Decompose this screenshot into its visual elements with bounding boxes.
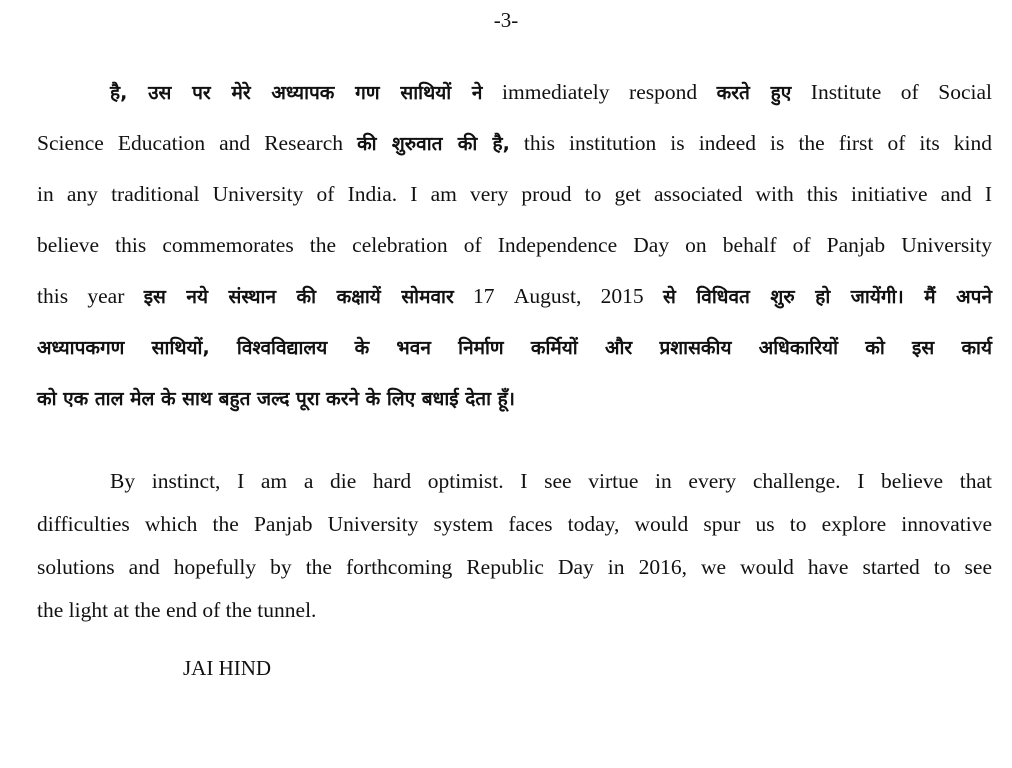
- hindi-text: को एक ताल मेल के साथ बहुत जल्द पूरा करने के लिए बधाई देता हूँ।: [37, 388, 515, 410]
- english-text: 17 August, 2015: [453, 284, 663, 308]
- paragraph-2-line-2: difficulties which the Panjab University system faces today, would spur us to explore innovative: [37, 512, 992, 536]
- hindi-text: की शुरुवात की है,: [357, 133, 510, 155]
- hindi-text: इस नये संस्थान की कक्षायें सोमवार: [143, 286, 454, 308]
- hindi-text: है, उस पर मेरे अध्यापक गण साथियों ने: [110, 82, 483, 104]
- page-number: -3-: [493, 8, 519, 32]
- english-text: immediately respond: [482, 80, 717, 104]
- english-text: believe this commemorates the celebration of Independence Day on behalf of Panjab University: [37, 233, 992, 257]
- hindi-text: करते हुए: [716, 82, 792, 104]
- paragraph-1-line-7: [37, 373, 992, 424]
- hindi-text: से विधिवत शुरु हो जायेंगी। मैं अपने: [662, 286, 992, 308]
- english-text: Science Education and Research: [37, 131, 358, 155]
- english-text: Institute of Social: [791, 80, 992, 104]
- english-text: this year: [37, 284, 144, 308]
- english-text: in any traditional University of India. I am very proud to get associated with this initiative and I: [37, 182, 992, 206]
- closing-text: JAI HIND: [183, 656, 272, 680]
- paragraph-1: [37, 67, 992, 424]
- english-text: this institution is indeed is the first of its kind: [509, 131, 992, 155]
- paragraph-1-line-2: [37, 118, 992, 169]
- paragraph-1-line-6: [37, 322, 992, 373]
- paragraph-1-line-4: [37, 220, 992, 271]
- paragraph-1-line-3: [37, 169, 992, 220]
- paragraph-2-line-3: solutions and hopefully by the forthcoming Republic Day in 2016, we would have started to see: [37, 555, 992, 579]
- paragraph-1-line-5: [37, 271, 992, 322]
- paragraph-2: [37, 460, 992, 632]
- hindi-text: अध्यापकगण साथियों, विश्वविद्यालय के भवन निर्माण कर्मियों और प्रशासकीय अधिकारियों को इस कार्य: [37, 337, 992, 359]
- paragraph-2-line-4: the light at the end of the tunnel.: [37, 598, 317, 622]
- paragraph-1-line-1: [37, 67, 992, 118]
- paragraph-2-line-1: By instinct, I am a die hard optimist. I see virtue in every challenge. I believe that: [110, 469, 992, 493]
